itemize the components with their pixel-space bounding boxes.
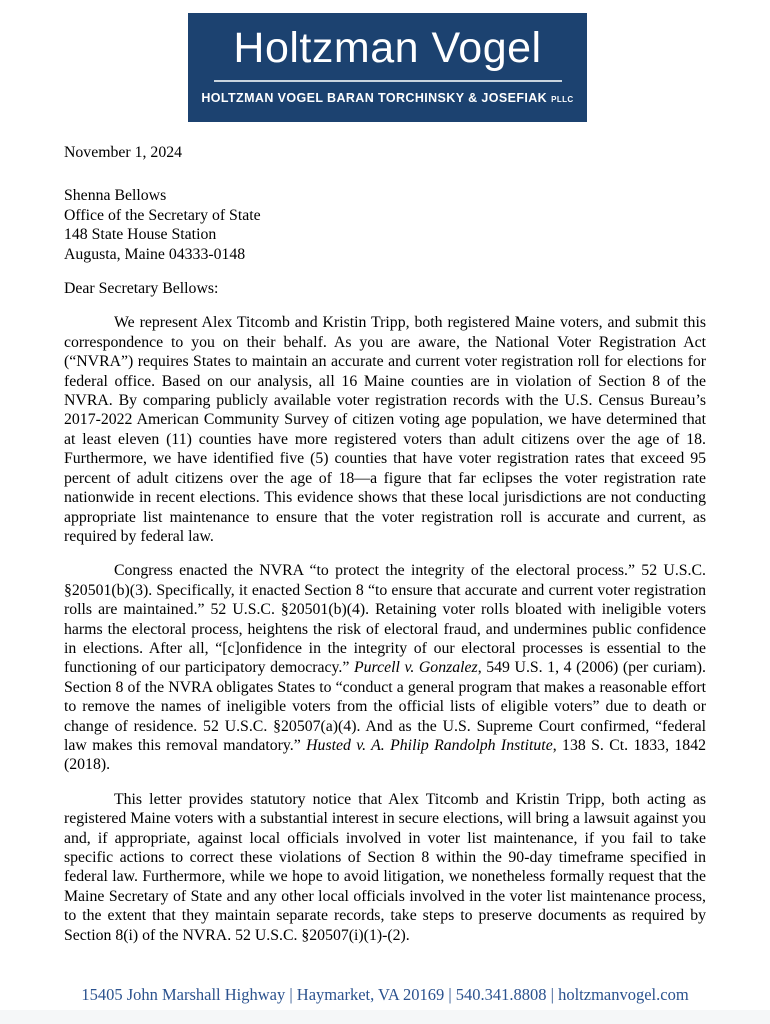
letter-date: November 1, 2024 (64, 144, 183, 161)
firm-entity-suffix: PLLC (551, 94, 574, 104)
firm-wordmark: Holtzman Vogel (233, 24, 542, 72)
recipient-address-block (64, 186, 706, 264)
recipient-office: Office of the Secretary of State (64, 206, 261, 224)
body-paragraph-3: This letter provides statutory notice that Alex Titcomb and Kristin Tripp, both acting as registered Maine voters with a substantial interest in secure elections, will bring a lawsuit against you and, if appropriate, against local officials involved in voter list maintenance, if you fail to take specific actions to correct these violations of Section 8 within the 90-day timeframe specified in federal law. Furthermore, while we hope to avoid litigation, we nonetheless formally request that the Maine Secretary of State and any other local officials involved in the voter list maintenance process, to the extent that they maintain separate records, take steps to preserve documents as required by Section 8(i) of the NVRA. 52 U.S.C. §20507(i)(1)-(2). (64, 790, 706, 944)
salutation: Dear Secretary Bellows: (64, 280, 219, 298)
footer-accent-strip (0, 1010, 770, 1024)
paragraph-2-run-1: Congress enacted the NVRA “to protect the integrity of the electoral process.” 52 U.S.C. §20501(b)(3). Specifically, it enacted Section 8 “to ensure that accurate and current voter registration rolls are maintained.” 52 U.S.C. §20501(b)(4). Retaining voter rolls bloated with ineligible voters harms the electoral process, heightens the risk of electoral fraud, and undermines public confidence in elections. After all, “[c]onfidence in the integrity of our electoral processes is essential to the functioning of our participatory democracy.” (64, 562, 706, 677)
firm-full-name-row (201, 91, 573, 105)
recipient-street: 148 State House Station (64, 226, 217, 244)
body-paragraph-1: We represent Alex Titcomb and Kristin Tripp, both registered Maine voters, and submit this correspondence to you on their behalf. As you are aware, the National Voter Registration Act (“NVRA”) requires States to maintain an accurate and current voter registration roll for elections for federal office. Based on our analysis, all 16 Maine counties are in violation of Section 8 of the NVRA. By comparing publicly available voter registration records with the U.S. Census Bureau’s 2017-2022 American Community Survey of citizen voting age population, we have determined that at least eleven (11) counties have more registered voters than adult citizens over the age of 18. Furthermore, we have identified five (5) counties that have voter registration rates that exceed 95 percent of adult citizens over the age of 18—a figure that far eclipses the voter registration rate nationwide in recent elections. This evidence shows that these local jurisdictions are not conducting appropriate list maintenance to ensure that the voter registration roll is accurate and current, as required by federal law. (64, 314, 706, 545)
body-paragraph-2 (64, 561, 706, 774)
firm-logo-banner (188, 13, 587, 122)
case-citation-purcell: Purcell v. Gonzalez (353, 659, 478, 677)
paragraph-2-run-5: , 138 S. Ct. 1833, 1842 (2018). (64, 736, 707, 774)
paragraph-2-run-3: , 549 U.S. 1, 4 (2006) (per curiam). Section 8 of the NVRA obligates States to “conduct a general program that makes a reasonable effort to remove the names of ineligible voters from the official lists of eligible voters” due to death or change of residence. 52 U.S.C. §20507(a)(4). And as the U.S. Supreme Court confirmed, “federal law makes this removal mandatory.” (64, 659, 706, 754)
firm-full-name: HOLTZMAN VOGEL BARAN TORCHINSKY & JOSEFIAK (201, 90, 548, 105)
letter-body (64, 143, 706, 960)
footer-contact-line: 15405 John Marshall Highway | Haymarket, VA 20169 | 540.341.8808 | holtzmanvogel.com (81, 985, 689, 1004)
recipient-name: Shenna Bellows (64, 187, 167, 205)
case-citation-husted: Husted v. A. Philip Randolph Institute (306, 736, 553, 754)
recipient-city-state-zip: Augusta, Maine 04333-0148 (64, 245, 246, 263)
logo-divider-rule (214, 80, 562, 82)
